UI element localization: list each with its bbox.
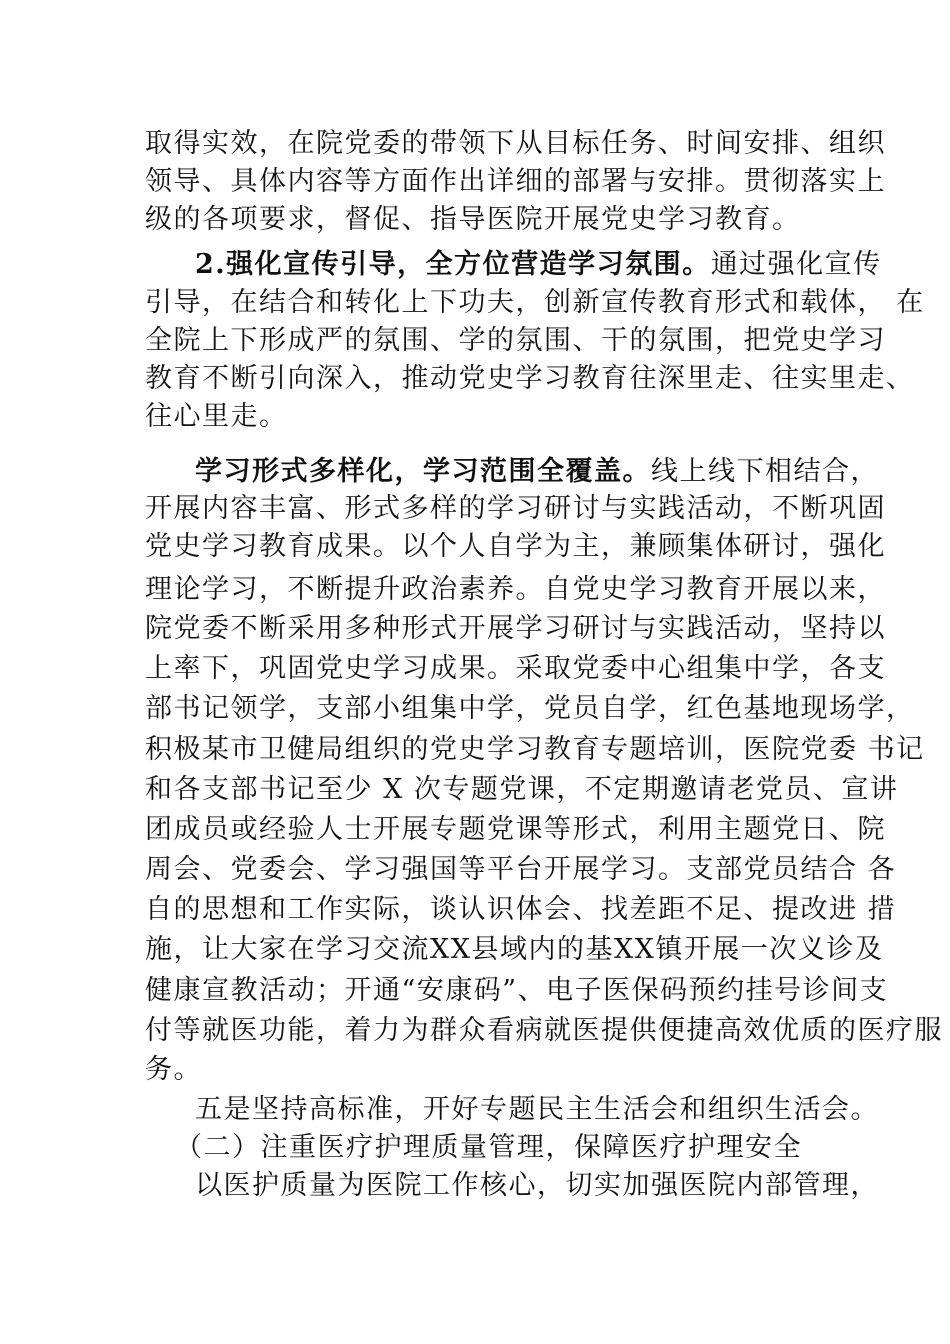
text-line: 开展内容丰富、形式多样的学习研讨与实践活动，不断巩固 [145, 493, 886, 524]
text-line: 部书记领学，支部小组集中学，党员自学，红色基地现场学， [145, 693, 915, 724]
section-heading: 学习形式多样化，学习范围全覆盖。 [195, 456, 651, 487]
text-line: 院党委不断采用多种形式开展学习研讨与实践活动，坚持以 [145, 613, 886, 644]
text-line: 五是坚持高标准，开好专题民主生活会和组织生活会。 [195, 1094, 879, 1125]
text-line: 以医护质量为医院工作核心，切实加强医院内部管理， [195, 1170, 879, 1201]
text-line: 取得实效，在院党委的带领下从目标任务、时间安排、组织 [145, 128, 886, 159]
text-line: 周会、党委会、学习强国等平台开展学习。支部党员结合 各 [145, 854, 897, 885]
section-heading: 2.强化宣传引导，全方位营造学习氛围。 [195, 249, 711, 280]
paragraph-heading-line [195, 453, 879, 491]
text-line: 级的各项要求，督促、指导医院开展党史学习教育。 [145, 204, 801, 235]
text-line: 务。 [145, 1054, 202, 1085]
text-line: 上率下，巩固党史学习成果。采取党委中心组集中学，各支 [145, 653, 886, 684]
text-span: 通过强化宣传 [710, 249, 882, 280]
text-line: 团成员或经验人士开展专题党课等形式，利用主题党日、院 [145, 814, 886, 845]
text-line: 自的思想和工作实际，谈认识体会、找差距不足、提改进 措 [145, 894, 897, 925]
text-line: 领导、具体内容等方面作出详细的部署与安排。贯彻落实上 [145, 166, 886, 197]
text-line: 健康宣教活动；开通“安康码”、电子医保码预约挂号诊间支 [145, 975, 889, 1006]
text-line: 施，让大家在学习交流XX县域内的基XX镇开展一次义诊及 [145, 934, 884, 965]
text-span: 线上线下相结合， [651, 456, 879, 487]
text-line: 引导，在结合和转化上下功夫，创新宣传教育形式和载体， 在 [145, 287, 925, 318]
text-line: 全院上下形成严的氛围、学的氛围、干的氛围，把党史学习 [145, 325, 886, 356]
text-line: 理论学习，不断提升政治素养。自党史学习教育开展以来， [145, 574, 886, 605]
text-line: 付等就医功能，着力为群众看病就医提供便捷高效优质的医疗服 [145, 1015, 943, 1046]
text-line: 党史学习教育成果。以个人自学为主，兼顾集体研讨，强化 [145, 531, 886, 562]
text-line: 教育不断引向深入，推动党史学习教育往深里走、往实里走、 [145, 363, 915, 394]
text-line: 往心里走。 [145, 401, 288, 432]
paragraph-heading-line [195, 246, 882, 284]
section-subheading: （二）注重医疗护理质量管理，保障医疗护理安全 [175, 1132, 802, 1163]
text-line: 积极某市卫健局组织的党史学习教育专题培训，医院党委 书记 [145, 734, 925, 765]
text-line: 和各支部书记至少 X 次专题党课，不定期邀请老党员、宣讲 [145, 774, 899, 805]
